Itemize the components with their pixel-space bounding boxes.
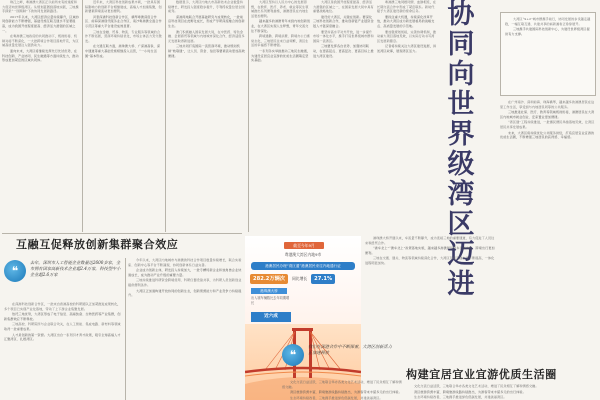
- paragraph: 三地共同打造国际一流营商环境，推动规则机制“软联通”，让人员、资金、信息等要素流动更加高效便捷。: [168, 44, 245, 58]
- paragraph-list: [365, 236, 495, 266]
- paragraph-list: [406, 384, 596, 400]
- article-column-bottom-small: [282, 380, 402, 400]
- infographic-bridge-tag: 港珠澳大桥: [251, 288, 287, 294]
- paragraph: 三地要发挥各自优势、加强协同联动，在更高起点、更高层次、更高目标上推进大湾区建设。: [313, 44, 374, 58]
- article-column-4: [251, 0, 311, 232]
- section-headline-bottom: 构建宜居宜业宜游优质生活圈: [406, 368, 557, 381]
- paragraph: 澳门积极融入国家发展大局，在中医药、特色金融、会展商贸等领域与内地城市深化合作，经济适度多元发展取得新进展。: [168, 29, 245, 43]
- quote-icon: ❝: [4, 260, 26, 282]
- paragraph: 记者将持续关注大湾区建设进展，讲述湾区故事，展现湾区活力。: [377, 44, 437, 53]
- paragraph-list: [251, 0, 311, 63]
- paragraph: 在深港科技创新合作区，一批来自香港高校的科研团队正加紧推进成果转化，多个项目已实现产业化落地，带动了上下游企业集聚发展。: [4, 302, 121, 311]
- paragraph: 近年来，大湾区科技创新成果丰硕，一批具有国际影响力的创新平台相继建成，高端人才加速集聚，创新要素跨境流动更加便利。: [85, 0, 162, 14]
- paragraph: 越来越多的港澳青年来到内地创新创业，在大湾区实现人生梦想，青年交流交往不断深化。: [251, 19, 311, 33]
- paragraph: 大湾区是我国开放程度最高、经济活力最强的区域之一，在国家发展大局中具有重要战略地位。: [313, 0, 374, 14]
- paragraph: 生态环境持续改善，三地携手推进绿色低碳发展，共建美丽湾区。: [290, 395, 383, 400]
- infographic-subtitle: 粤港澳大湾区内地9市: [284, 252, 322, 257]
- article-column-bottom-right: [406, 384, 596, 400]
- paragraph: 三地在金融、贸易、物流、专业服务等领域的合作不断拓展，营商环境持续优化，市场主体活力充分激发。: [85, 29, 162, 43]
- infographic-stats: [250, 273, 356, 284]
- paragraph-list: [282, 380, 402, 400]
- paragraph: 要加强规划衔接，完善协调机制，推动重大项目落地见效，以实际行动书写湾区发展新篇章。: [377, 29, 437, 43]
- headline-char: 区: [447, 209, 475, 240]
- headline-char: 湾: [447, 179, 475, 210]
- paragraph-list: [168, 0, 246, 58]
- paragraph: 湾区旅游资源丰富，跨境旅游线路持续推出，为游客带来丰富多元的出行体验。: [414, 389, 526, 394]
- article-column-lower-right: [365, 236, 495, 328]
- paragraph: 大湾区“9+2”城市群携手前行，协同发展的步伐越走越稳，一幅互联互通、共建共享的崭新画卷正徐徐展开。: [505, 17, 591, 26]
- pull-quote: [282, 344, 394, 376]
- paragraph-list: [377, 0, 437, 54]
- article-column-5: [313, 0, 375, 232]
- paragraph: 依托三地优势，大湾区形成了电子信息、高端装备、生物医药等产业集群，创新集群效应不断释放。: [4, 312, 121, 321]
- paragraph: 三地携手共建国际科技创新中心，为建设世界级湾区提供有力支撑。: [505, 27, 590, 36]
- article-column-1: [2, 0, 80, 232]
- column-divider: [125, 258, 126, 400]
- headline-char: 向: [447, 59, 475, 90]
- article-column-3: [168, 0, 246, 232]
- paragraph: 一系列务实举措推动三地民生融通，为建设宜居宜业宜游的优质生活圈奠定坚实基础。: [251, 48, 311, 63]
- paragraph: 深港两地联合开展基础研究与成果转化，一批前沿科技项目在此孵化成长，形成产学研深度融合的创新生态。: [168, 14, 245, 28]
- paragraph: 珠江之畔，粤港澳大湾区正以前所未有的速度和力度迈向世界级湾区。从规划蓝图到落地实践，三地携手探索“一国两制”下的协同发展新路径。: [2, 0, 79, 14]
- headline-char: 世: [447, 89, 475, 120]
- paragraph: 粤港澳三地同根同源、血脉相连，在长期交流合作中形成了紧密联系。新时代赋予大湾区建设新的使命任务。: [377, 0, 437, 14]
- paragraph: 大湾区正加速构建开放协同的创新生态，创新策源能力和产业竞争力持续提升。: [128, 288, 242, 298]
- paragraph-list: [500, 100, 596, 140]
- paragraph: 面向未来，大湾区将继续发挥先行先试优势，在科技创新、产业协同、民生融通等方面持续发力，推动形成更加紧密的区域共同体。: [2, 48, 79, 63]
- paragraph-list: [128, 258, 242, 298]
- pull-quote-text: 去年，深圳市人工智能企业数量达2600多家，全市拥有国家高新技术企业超2.4万家，科技型中小企业超2.6万家: [30, 260, 121, 278]
- paragraph: 数据显示，大湾区内地九市高新技术企业数量持续增长，研发投入强度稳步提升，专利授权量位居全国前列。: [168, 0, 245, 14]
- quote-icon: ❝: [282, 344, 304, 366]
- paragraph: 生态环境持续改善，三地携手推进绿色低碳发展，共建美丽湾区。: [414, 395, 507, 400]
- section-headline: 互融互促释放创新集群聚合效应: [16, 238, 179, 251]
- paragraph: 在交通互联方面，港珠澳大桥、广深港高铁、深中通道等重大基础设施相继投入运营，“一小时生活圈”基本形成。: [85, 44, 161, 58]
- paragraph-list: [85, 0, 163, 58]
- paragraph: 跨境通勤、跨境消费、跨境办公日渐常态化，三地居民往来日益频繁，湾区生活的幸福感不断增强。: [251, 34, 311, 48]
- infographic-date-tag: 截至今年9月: [284, 242, 324, 249]
- main-headline: [441, 0, 481, 300]
- infographic-ribbon: 港澳居民办理“湾区通”港澳居民来往内地通行证: [251, 262, 355, 270]
- stat-growth: 27.1%: [311, 274, 335, 284]
- column-divider: [165, 0, 166, 232]
- headline-char: 同: [447, 29, 475, 60]
- headline-char: 协: [447, 0, 475, 30]
- infographic-bridge-note: 出入境车辆数比去年同期增长: [251, 296, 290, 305]
- paragraph: 在广州南沙、深圳前海、珠海横琴，越来越多的港澳居民在这里工作生活，享受到与内地居民同等的公共服务。: [500, 100, 595, 109]
- headline-char: 进: [447, 269, 475, 300]
- paragraph: 三地在交通、通关、物流等领域持续深化合作，大湾区互联互通水平不断提高，一体化进程明显加快。: [365, 256, 495, 265]
- headline-char: 迈: [447, 239, 475, 270]
- pull-quote: [4, 260, 122, 300]
- paragraph-list: [4, 302, 122, 342]
- paragraph: 今年以来，大湾区内地城市与港澳的科技合作项目数量持续增长，联合实验室、创新中心等平台不断涌现，协同创新体系日益完善。: [128, 258, 242, 267]
- callout-box: [500, 12, 596, 96]
- column-divider: [248, 0, 249, 232]
- paragraph: “港车北上”“澳车北上”政策落地实施，越来越多港澳居民驾车往来内地，跨境出行更加便利。: [365, 246, 495, 255]
- paragraph: 港珠澳大桥开通以来，车流量不断攀升，成为连接三地的重要通道，有力促进了人员往来和经贸合作。: [365, 236, 495, 245]
- paragraph: 在粤港澳三地政府的共同推动下，规则衔接、机制对接不断深化，一大批跨境合作项目落地开花，为区域高质量发展注入强劲动力。: [2, 34, 79, 48]
- pull-quote-text: 我们在深港合作中不断探索，大湾区创新活力正加速释放: [308, 344, 392, 356]
- paragraph-list: [313, 0, 375, 58]
- paragraph: 人才是创新的第一资源。大湾区出台一系列引才育才政策，吸引全球高端人才汇聚湾区、扎根湾区。: [4, 332, 121, 342]
- column-divider: [82, 0, 83, 232]
- infographic-badge: 近六成: [251, 312, 291, 322]
- headline-char: 级: [447, 149, 475, 180]
- section-divider: [2, 233, 242, 234]
- stat-label: 同比增长: [291, 275, 308, 281]
- article-column-2: [85, 0, 163, 232]
- paragraph: 企业成为创新主体，研发投入持续加大，一批专精特新企业和独角兽企业快速成长，成为推动产业升级的重要力量。: [128, 268, 242, 277]
- paragraph: 大湾区坚持以人民为中心的发展思想，在教育、医疗、养老、就业等民生领域推出系列便利措施，港澳居民在内地生活更加便利。: [251, 0, 309, 18]
- paragraph-list: [2, 0, 80, 63]
- article-column-6: [377, 0, 437, 232]
- paragraph-list: [505, 17, 591, 36]
- paragraph: 三地推进社保、医疗、教育等领域规则衔接，港澳居民在大湾区内地城市就业创业、安家置业更加便捷。: [500, 110, 595, 119]
- paragraph: “湾区通”工程持续推进，一批惠民便民举措落地见效，让湾区居民共享发展成果。: [500, 120, 595, 129]
- paragraph: 三地持续推进科研资金跨境使用、科研仪器设备共享，为科研人员创新创业提供便利条件。: [128, 278, 242, 287]
- paragraph: 未来，大湾区将持续优化公共服务供给，打造宜居宜业宜游的优质生活圈，不断增强三地居民的获得感、幸福感。: [500, 130, 595, 140]
- article-column-7: [500, 100, 596, 362]
- article-column-lower-left: [4, 302, 122, 400]
- paragraph: 文化交流日益活跃，三地联合举办各类文化艺术活动，增进了民众相互了解和情感交融。: [282, 380, 402, 389]
- stat-vehicles: 282.2万辆次: [250, 274, 288, 284]
- paragraph: 要抓住重大机遇，持续深化改革开放，推动大湾区成为新发展格局的战略支点、高质量发展的示范地。: [377, 14, 435, 28]
- paragraph: 要坚持高水平对外开放，进一步提升市场一体化水平，携手打造世界级城市群和国际一流湾区。: [313, 29, 374, 43]
- paragraph: 建设好大湾区，关键在创新。要深化三地科技创新合作，推动创新链产业链资金链人才链深度融合。: [313, 14, 374, 28]
- paragraph: 文化交流日益活跃，三地联合举办各类文化艺术活动，增进了民众相互了解和情感交融。: [414, 384, 539, 388]
- article-column-lower-mid: [128, 258, 242, 400]
- paragraph: 湾区旅游资源丰富，跨境旅游线路持续推出，为游客带来丰富多元的出行体验。: [290, 390, 402, 395]
- headline-char: 界: [447, 119, 475, 150]
- paragraph: 三地高校、科研院所与企业联合攻关，在人工智能、集成电路、新材料等领域取得一批重要成果。: [4, 322, 121, 331]
- paragraph: 2017年以来，大湾区经济总量持续攀升，区域协同创新能力不断增强，基础设施互联互通水平显著提高，成为我国开放程度最高、经济活力最强的区域之一。: [2, 14, 79, 33]
- paragraph: 河套深港科技创新合作区、横琴粤澳深度合作区、前海深港现代服务业合作区、南沙粤港澳全面合作示范区等重大平台建设成效显著。: [85, 14, 162, 28]
